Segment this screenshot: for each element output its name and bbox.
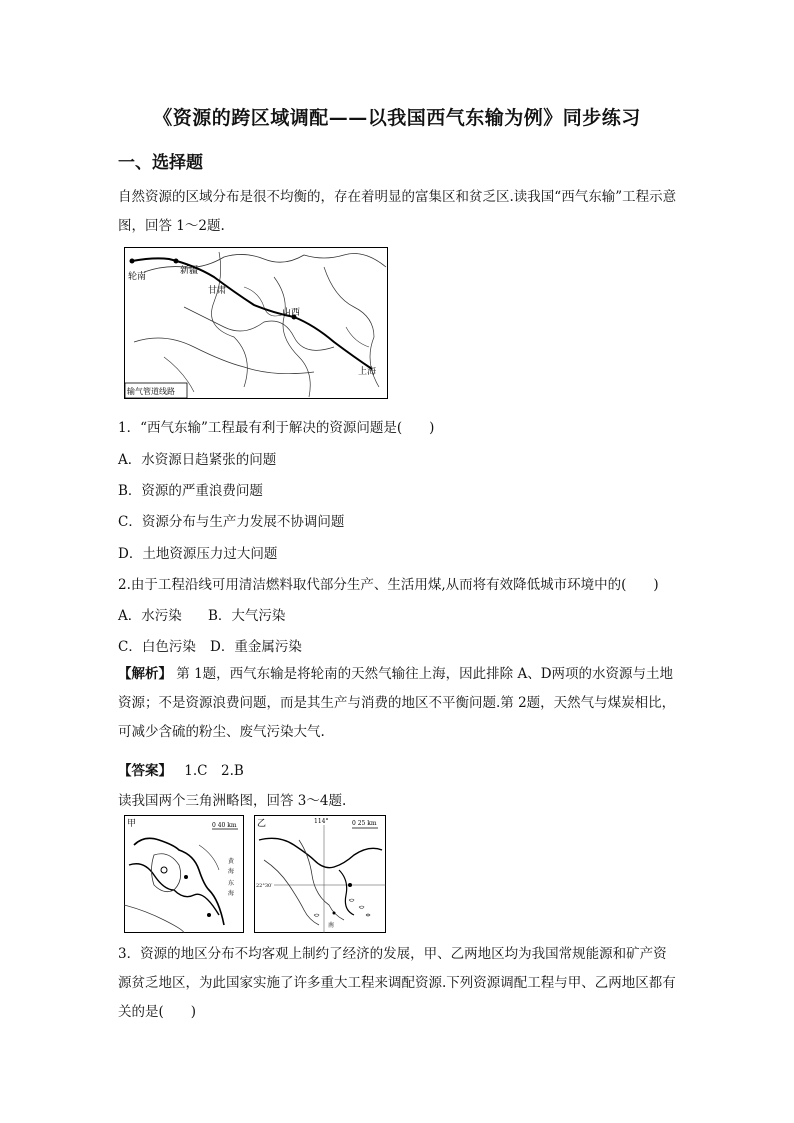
- question-1-option-b: B．资源的严重浪费问题: [118, 483, 263, 499]
- scale-b: 0 25 km: [352, 820, 377, 827]
- map-label-gansu: 甘肃: [208, 286, 227, 296]
- page-title: 《资源的跨区域调配——以我国西气东输为例》同步练习: [153, 107, 641, 129]
- latitude-label-b: 22°30′: [256, 883, 273, 889]
- panel-label-a: 甲: [127, 819, 137, 829]
- question-1-option-c: C．资源分布与生产力发展不协调问题: [118, 514, 345, 530]
- map-label-shanghai: 上海: [358, 367, 377, 377]
- sea-label-a-4: 海: [228, 890, 235, 897]
- answer-line: [118, 759, 244, 779]
- scale-a: 0 40 km: [212, 822, 237, 829]
- analysis-text: 第 1题，西气东输是将轮南的天然气输往上海，因此排除 A、D两项的水资源与土地资源；不是资源浪费问题，而是其生产与消费的地区不平衡问题.第 2题，天然气与煤炭相比，可减少含硫的粉尘、废气污染大气.: [118, 666, 676, 740]
- answer-text: 1.C 2.B: [184, 763, 244, 779]
- answer-label: 【答案】: [118, 763, 172, 779]
- question-1-stem: 1．“西气东输”工程最有利于解决的资源问题是( ): [118, 420, 435, 436]
- question-3-stem: 3．资源的地区分布不均客观上制约了经济的发展，甲、乙两地区均为我国常规能源和矿产资源贫乏地区，为此国家实施了许多重大工程来调配资源.下列资源调配工程与甲、乙两地区都有关的是( ): [118, 946, 676, 1020]
- analysis-label: 【解析】: [118, 666, 172, 682]
- question-2-options-row-2: [118, 635, 302, 655]
- sea-label-a-1: 黄: [228, 858, 235, 865]
- question-2-options-row-1: [118, 604, 285, 624]
- map-label-xinjiang: 新疆: [180, 266, 199, 276]
- map-label-shanxi: 山西: [282, 308, 301, 318]
- question-1-option-a: A．水资源日趋紧张的问题: [118, 452, 277, 468]
- question-1-option-d: D．土地资源压力过大问题: [118, 546, 278, 562]
- map-label-lunnan: 轮南: [128, 272, 147, 282]
- question-2-stem: 2.由于工程沿线可用清洁燃料取代部分生产、生活用煤,从而将有效降低城市环境中的( ): [118, 577, 659, 593]
- longitude-label-b: 114°: [314, 818, 329, 825]
- sea-label-b: 南: [328, 922, 335, 929]
- delta-map-b: [254, 815, 386, 933]
- sea-label-a-3: 东: [228, 880, 235, 887]
- delta-map-a: [124, 815, 244, 933]
- panel-label-b: 乙: [257, 819, 267, 829]
- sea-label-a-2: 海: [228, 868, 235, 875]
- question-2-option-d: D．重金属污染: [210, 639, 302, 655]
- analysis-paragraph: [118, 660, 678, 747]
- question-2-option-b: B．大气污染: [208, 608, 286, 624]
- section-heading: 一、选择题: [118, 153, 203, 173]
- question-2-option-a: A．水污染: [118, 608, 182, 624]
- west-east-gas-pipeline-map: [124, 247, 388, 399]
- map-legend: 输气管道线路: [127, 387, 175, 396]
- question-2-option-c: C．白色污染: [118, 639, 196, 655]
- intro-paragraph: 自然资源的区域分布是很不均衡的，存在着明显的富集区和贫乏区.读我国“西气东输”工程示意图，回答 1～2题.: [118, 189, 677, 234]
- intro-2: 读我国两个三角洲略图，回答 3～4题.: [118, 793, 347, 809]
